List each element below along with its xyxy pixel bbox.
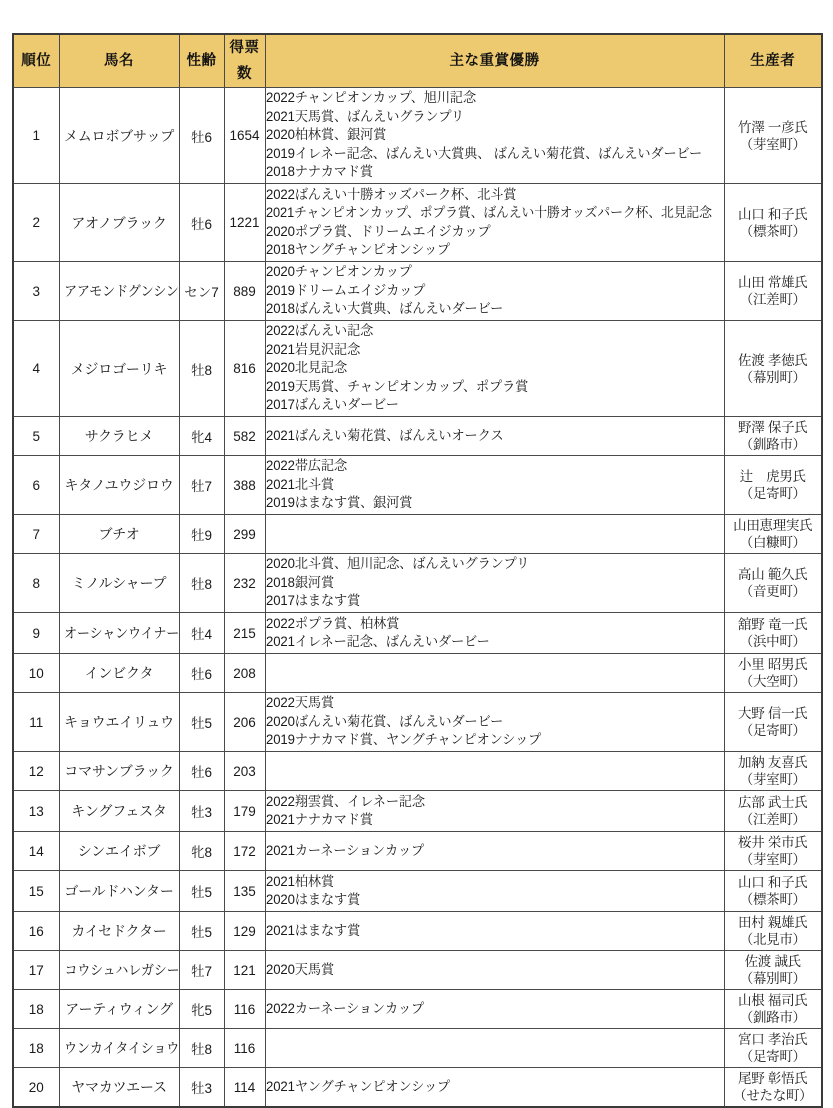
cell-vote-count: 816 — [224, 321, 265, 417]
cell-major-wins — [265, 417, 724, 456]
cell-producer — [724, 1068, 822, 1108]
major-win-line: 2020ばんえい菊花賞、ばんえいダービー — [265, 713, 503, 729]
cell-major-wins — [265, 554, 724, 613]
horse-name-text: メムロボブサップ — [63, 127, 175, 144]
table-row — [13, 752, 822, 791]
major-win-line: 2021イレネー記念、ばんえいダービー — [265, 634, 490, 649]
producer-name: 小里 昭男氏 — [738, 657, 808, 672]
cell-producer — [724, 693, 822, 752]
cell-rank: 11 — [13, 693, 59, 752]
major-win-line: 2020はまなす賞 — [265, 892, 360, 907]
cell-vote-count: 116 — [224, 990, 265, 1029]
major-win-line: 2021ヤングチャンピオンシップ — [265, 1078, 450, 1094]
producer-name: 宮口 孝治氏 — [738, 1032, 808, 1047]
table-row — [13, 791, 822, 832]
cell-rank: 20 — [13, 1068, 59, 1108]
cell-major-wins — [265, 951, 724, 990]
cell-sex-age: 牡3 — [179, 791, 224, 832]
horse-name-text: インビクタ — [84, 665, 154, 681]
producer-town: （幕別町） — [739, 369, 806, 385]
cell-sex-age: 牝4 — [179, 417, 224, 456]
horse-name-text: ブチオ — [98, 526, 140, 542]
cell-major-wins — [265, 613, 724, 654]
horse-name-text: シンエイボブ — [77, 843, 161, 859]
ranking-table — [12, 33, 823, 1108]
producer-name: 山田 常雄氏 — [738, 275, 808, 290]
cell-rank: 2 — [13, 184, 59, 262]
cell-horse-name — [59, 951, 179, 990]
major-win-line: 2022ポプラ賞、柏林賞 — [265, 615, 399, 631]
major-win-line: 2021カーネーションカップ — [265, 842, 424, 858]
cell-sex-age: 牡8 — [179, 321, 224, 417]
cell-horse-name — [59, 693, 179, 752]
producer-town: （北見市） — [739, 932, 806, 947]
horse-name-text: キタノユウジロウ — [64, 477, 174, 493]
cell-sex-age: 牡5 — [179, 871, 224, 912]
cell-horse-name — [59, 832, 179, 871]
cell-sex-age: 牡5 — [179, 912, 224, 951]
table-row — [13, 951, 822, 990]
cell-producer — [724, 417, 822, 456]
horse-name-text: アアモンドグンシン — [63, 283, 179, 299]
cell-horse-name — [59, 871, 179, 912]
cell-producer — [724, 515, 822, 554]
cell-producer — [724, 752, 822, 791]
major-win-line: 2019ナナカマド賞、ヤングチャンピオンシップ — [265, 732, 541, 748]
major-win-line: 2020チャンピオンカップ — [265, 264, 412, 280]
cell-major-wins — [265, 88, 724, 184]
cell-vote-count: 172 — [224, 832, 265, 871]
cell-major-wins — [265, 791, 724, 832]
producer-town: （江差町） — [739, 292, 806, 307]
producer-town: （足寄町） — [739, 486, 806, 501]
cell-rank: 1 — [13, 88, 59, 184]
cell-vote-count: 208 — [224, 654, 265, 693]
horse-name-text: オーシャンウイナー — [63, 625, 179, 641]
cell-producer — [724, 990, 822, 1029]
cell-major-wins — [265, 456, 724, 515]
producer-name: 野澤 保子氏 — [738, 420, 808, 435]
horse-name-text: ヤマカツエース — [71, 1079, 167, 1095]
cell-vote-count: 121 — [224, 951, 265, 990]
producer-name: 山口 和子氏 — [738, 206, 808, 222]
major-win-line: 2020北斗賞、旭川記念、ばんえいグランプリ — [265, 556, 529, 572]
column-header-votes: 得票数 — [224, 34, 265, 88]
cell-vote-count: 129 — [224, 912, 265, 951]
cell-sex-age: 牡8 — [179, 554, 224, 613]
table-row — [13, 456, 822, 515]
cell-producer — [724, 456, 822, 515]
cell-rank: 17 — [13, 951, 59, 990]
cell-rank: 18 — [13, 990, 59, 1029]
cell-rank: 7 — [13, 515, 59, 554]
cell-major-wins — [265, 184, 724, 262]
cell-vote-count: 206 — [224, 693, 265, 752]
cell-major-wins — [265, 321, 724, 417]
cell-vote-count: 114 — [224, 1068, 265, 1108]
producer-town: （足寄町） — [739, 1049, 806, 1064]
cell-producer — [724, 613, 822, 654]
producer-name: 田村 親雄氏 — [738, 915, 808, 930]
cell-sex-age: セン7 — [179, 262, 224, 321]
cell-major-wins — [265, 693, 724, 752]
column-header-name: 馬名 — [59, 34, 179, 88]
cell-producer — [724, 791, 822, 832]
major-win-line: 2021柏林賞 — [265, 873, 334, 889]
cell-sex-age: 牡6 — [179, 88, 224, 184]
cell-rank: 8 — [13, 554, 59, 613]
producer-name: 辻 虎男氏 — [739, 469, 806, 484]
producer-town: （浜中町） — [739, 634, 806, 649]
producer-town: （大空町） — [739, 674, 806, 689]
cell-vote-count: 1221 — [224, 184, 265, 262]
table-row — [13, 990, 822, 1029]
table-row — [13, 515, 822, 554]
horse-name-text: カイセドクター — [71, 923, 167, 939]
column-header-sexage: 性齢 — [179, 34, 224, 88]
horse-name-text: キョウエイリュウ — [64, 714, 174, 730]
major-win-line: 2017ばんえいダービー — [265, 397, 399, 413]
major-win-line: 2021ナナカマド賞 — [265, 812, 373, 827]
cell-rank: 6 — [13, 456, 59, 515]
table-row — [13, 871, 822, 912]
cell-producer — [724, 912, 822, 951]
horse-name-text: コマサンブラック — [64, 763, 174, 779]
cell-sex-age: 牝8 — [179, 832, 224, 871]
major-win-line: 2021ばんえい菊花賞、ばんえいオークス — [265, 427, 504, 443]
producer-town: （音更町） — [739, 584, 806, 599]
major-win-line: 2022帯広記念 — [265, 458, 347, 474]
producer-town: （標茶町） — [739, 892, 806, 907]
cell-horse-name — [59, 1068, 179, 1108]
table-row — [13, 912, 822, 951]
cell-vote-count: 299 — [224, 515, 265, 554]
cell-major-wins — [265, 990, 724, 1029]
cell-horse-name — [59, 990, 179, 1029]
cell-sex-age: 牡6 — [179, 752, 224, 791]
producer-town: （釧路市） — [739, 1010, 806, 1025]
major-win-line: 2019天馬賞、チャンピオンカップ、ポプラ賞 — [265, 378, 528, 394]
producer-town: （芽室町） — [739, 136, 806, 152]
producer-town: （芽室町） — [739, 772, 806, 787]
producer-town: （幕別町） — [739, 971, 806, 986]
major-win-line: 2021北斗賞 — [265, 476, 334, 492]
horse-name-text: メジロゴーリキ — [70, 360, 168, 377]
major-win-line: 2018銀河賞 — [265, 574, 334, 590]
cell-horse-name — [59, 613, 179, 654]
table-row — [13, 832, 822, 871]
cell-horse-name — [59, 321, 179, 417]
cell-horse-name — [59, 1029, 179, 1068]
table-row — [13, 184, 822, 262]
table-row — [13, 693, 822, 752]
cell-vote-count: 582 — [224, 417, 265, 456]
cell-sex-age: 牡3 — [179, 1068, 224, 1108]
cell-rank: 13 — [13, 791, 59, 832]
cell-horse-name — [59, 912, 179, 951]
major-win-line: 2020柏林賞、銀河賞 — [265, 127, 386, 143]
cell-producer — [724, 832, 822, 871]
producer-name: 佐渡 孝徳氏 — [738, 352, 808, 368]
major-win-line: 2019はまなす賞、銀河賞 — [265, 495, 412, 511]
cell-sex-age: 牡5 — [179, 693, 224, 752]
cell-major-wins — [265, 515, 724, 554]
major-win-line: 2022カーネーションカップ — [265, 1000, 424, 1016]
cell-major-wins — [265, 1029, 724, 1068]
cell-producer — [724, 654, 822, 693]
horse-name-text: サクラヒメ — [84, 428, 154, 444]
cell-sex-age: 牡6 — [179, 654, 224, 693]
cell-producer — [724, 554, 822, 613]
cell-rank: 3 — [13, 262, 59, 321]
cell-sex-age: 牡9 — [179, 515, 224, 554]
horse-name-text: コウシュハレガシー — [64, 962, 179, 978]
cell-rank: 15 — [13, 871, 59, 912]
table-row — [13, 417, 822, 456]
table-row — [13, 262, 822, 321]
cell-producer — [724, 1029, 822, 1068]
producer-name: 佐渡 誠氏 — [744, 954, 801, 969]
major-win-line: 2019イレネー記念、ばんえい大賞典、 ばんえい菊花賞、ばんえいダービー — [265, 145, 702, 161]
producer-name: 桜井 栄市氏 — [738, 835, 808, 850]
cell-producer — [724, 262, 822, 321]
major-win-line: 2021はまなす賞 — [265, 922, 360, 938]
major-win-line: 2022ばんえい十勝オッズパーク杯、北斗賞 — [265, 186, 516, 202]
table-header — [13, 34, 822, 88]
cell-horse-name — [59, 417, 179, 456]
cell-vote-count: 388 — [224, 456, 265, 515]
table-row — [13, 554, 822, 613]
producer-name: 竹澤 一彦氏 — [738, 119, 808, 135]
cell-sex-age: 牡4 — [179, 613, 224, 654]
cell-vote-count: 232 — [224, 554, 265, 613]
major-win-line: 2018ヤングチャンピオンシップ — [265, 241, 450, 257]
major-win-line: 2019ドリームエイジカップ — [265, 282, 425, 298]
cell-vote-count: 1654 — [224, 88, 265, 184]
cell-major-wins — [265, 262, 724, 321]
major-win-line: 2022翔雲賞、イレネー記念 — [265, 793, 425, 809]
producer-name: 山根 福司氏 — [738, 993, 808, 1008]
cell-vote-count: 179 — [224, 791, 265, 832]
cell-vote-count: 135 — [224, 871, 265, 912]
cell-major-wins — [265, 832, 724, 871]
major-win-line: 2017はまなす賞 — [265, 593, 360, 609]
producer-name: 広部 武士氏 — [738, 795, 808, 810]
cell-major-wins — [265, 912, 724, 951]
horse-name-text: ゴールドハンター — [64, 883, 174, 899]
cell-major-wins — [265, 871, 724, 912]
cell-horse-name — [59, 654, 179, 693]
column-header-producer: 生産者 — [724, 34, 822, 88]
producer-town: （白糠町） — [739, 535, 806, 550]
cell-horse-name — [59, 456, 179, 515]
cell-producer — [724, 184, 822, 262]
cell-vote-count: 889 — [224, 262, 265, 321]
cell-horse-name — [59, 752, 179, 791]
cell-vote-count: 203 — [224, 752, 265, 791]
cell-producer — [724, 321, 822, 417]
producer-town: （芽室町） — [739, 852, 806, 867]
table-row — [13, 321, 822, 417]
table-row — [13, 654, 822, 693]
header-row — [13, 34, 822, 88]
cell-rank: 18 — [13, 1029, 59, 1068]
table-row — [13, 1068, 822, 1108]
cell-sex-age: 牡7 — [179, 951, 224, 990]
horse-name-text: ミノルシャープ — [71, 575, 167, 591]
producer-town: （釧路市） — [739, 437, 806, 452]
major-win-line: 2021チャンピオンカップ、ポプラ賞、ばんえい十勝オッズパーク杯、北見記念 — [265, 205, 712, 221]
cell-major-wins — [265, 1068, 724, 1108]
cell-horse-name — [59, 515, 179, 554]
table-row — [13, 88, 822, 184]
cell-horse-name — [59, 262, 179, 321]
major-win-line: 2018ナナカマド賞 — [265, 164, 373, 180]
horse-name-text: ウンカイタイショウ — [63, 1040, 179, 1056]
producer-town: （足寄町） — [739, 723, 806, 738]
cell-rank: 10 — [13, 654, 59, 693]
cell-horse-name — [59, 554, 179, 613]
producer-name: 大野 信一氏 — [738, 706, 808, 721]
producer-name: 加納 友喜氏 — [738, 755, 808, 770]
producer-name: 山口 和子氏 — [738, 875, 808, 890]
horse-name-text: アーティウィング — [65, 1001, 173, 1017]
cell-horse-name — [59, 184, 179, 262]
major-win-line: 2022天馬賞 — [265, 695, 334, 711]
producer-name: 尾野 彰悟氏 — [738, 1071, 808, 1086]
major-win-line: 2021岩見沢記念 — [265, 341, 360, 357]
producer-name: 舘野 竜一氏 — [738, 617, 808, 632]
horse-name-text: キングフェスタ — [71, 803, 167, 819]
cell-producer — [724, 951, 822, 990]
horse-name-text: アオノブラック — [71, 214, 167, 231]
major-win-line: 2022ばんえい記念 — [265, 323, 373, 339]
cell-sex-age: 牝5 — [179, 990, 224, 1029]
cell-rank: 14 — [13, 832, 59, 871]
major-win-line: 2020ポプラ賞、ドリームエイジカップ — [265, 223, 491, 239]
producer-town: （江差町） — [739, 812, 806, 827]
cell-rank: 4 — [13, 321, 59, 417]
cell-rank: 9 — [13, 613, 59, 654]
table-row — [13, 613, 822, 654]
column-header-wins: 主な重賞優勝 — [265, 34, 724, 88]
major-win-line: 2021天馬賞、ばんえいグランプリ — [265, 108, 464, 124]
producer-name: 山田恵理実氏 — [733, 518, 813, 533]
cell-major-wins — [265, 752, 724, 791]
cell-horse-name — [59, 88, 179, 184]
cell-vote-count: 215 — [224, 613, 265, 654]
cell-producer — [724, 871, 822, 912]
cell-vote-count: 116 — [224, 1029, 265, 1068]
cell-producer — [724, 88, 822, 184]
producer-name: 高山 範久氏 — [738, 567, 808, 582]
cell-sex-age: 牡7 — [179, 456, 224, 515]
major-win-line: 2020北見記念 — [265, 360, 347, 376]
producer-town: （せたな町） — [733, 1088, 813, 1103]
cell-sex-age: 牡8 — [179, 1029, 224, 1068]
major-win-line: 2018ばんえい大賞典、ばんえいダービー — [265, 301, 503, 317]
major-win-line: 2020天馬賞 — [265, 961, 334, 977]
cell-sex-age: 牡6 — [179, 184, 224, 262]
cell-rank: 5 — [13, 417, 59, 456]
column-header-rank: 順位 — [13, 34, 59, 88]
table-row — [13, 1029, 822, 1068]
table-body — [13, 88, 822, 1108]
cell-rank: 16 — [13, 912, 59, 951]
cell-major-wins — [265, 654, 724, 693]
major-win-line: 2022チャンピオンカップ、旭川記念 — [265, 90, 476, 106]
producer-town: （標茶町） — [739, 223, 806, 239]
cell-rank: 12 — [13, 752, 59, 791]
cell-horse-name — [59, 791, 179, 832]
